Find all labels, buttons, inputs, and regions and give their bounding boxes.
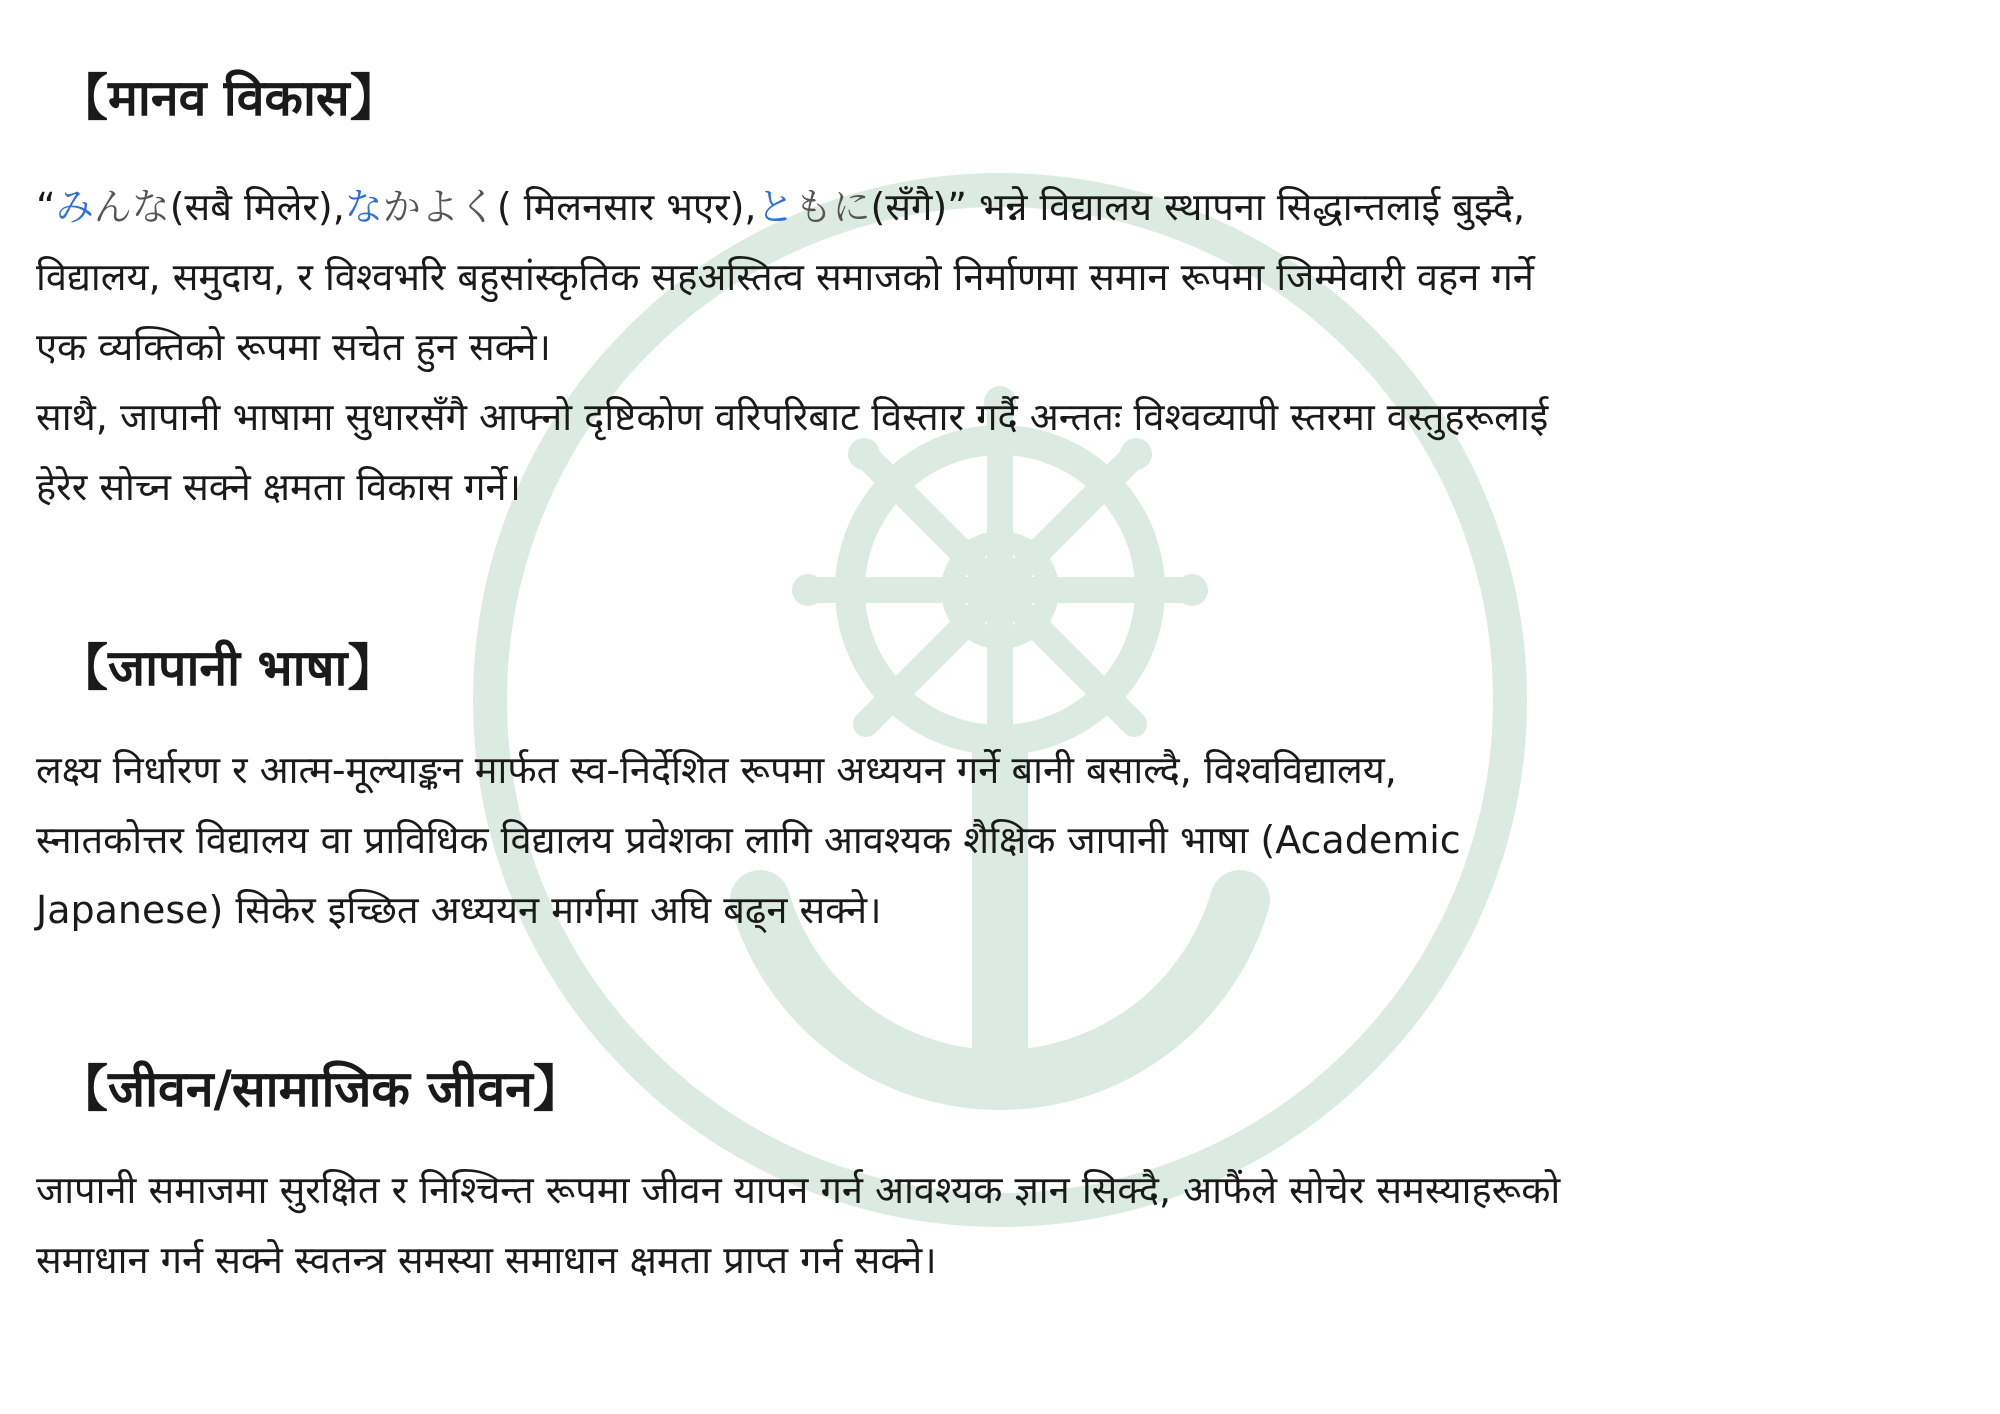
quote-mark: “ [36,185,56,229]
paragraph-japanese-language [36,735,1966,945]
text-line: समाधान गर्न सक्ने स्वतन्त्र समस्या समाधान क्षमता प्राप्त गर्न सक्ने। [36,1238,937,1282]
jp-text-highlight: と [756,185,795,229]
text-line: स्नातकोत्तर विद्यालय वा प्राविधिक विद्यालय प्रवेशका लागि आवश्यक शैक्षिक जापानी भाषा (Academic [36,818,1461,862]
text-line: हेरेर सोच्न सक्ने क्षमता विकास गर्ने। [36,465,521,509]
text-line: लक्ष्य निर्धारण र आत्म-मूल्याङ्कन मार्फत स्व-निर्देशित रूपमा अध्ययन गर्ने बानी बसाल्दै, विश्वविद्यालय, [36,748,1397,792]
text-line: विद्यालय, समुदाय, र विश्वभरि बहुसांस्कृतिक सहअस्तित्व समाजको निर्माणमा समान रूपमा जिम्मेवारी वहन गर्ने [36,255,1534,299]
gloss-text: (सबै मिलेर), [169,185,345,229]
text-line: एक व्यक्तिको रूपमा सचेत हुन सक्ने। [36,325,551,369]
paragraph-life-social-life [36,1155,1966,1295]
paragraph-human-development-1 [36,172,1966,382]
text-line: जापानी समाजमा सुरक्षित र निश्चिन्त रूपमा जीवन यापन गर्न आवश्यक ज्ञान सिक्दै, आफैंले सोचेर समस्याहरूको [36,1168,1561,1212]
gloss-text: ( मिलनसार भएर), [496,185,757,229]
gloss-text: (सँगै)” भन्ने विद्यालय स्थापना सिद्धान्तलाई बुझ्दै, [870,185,1526,229]
paragraph-human-development-2 [36,382,1966,522]
heading-human-development: 【मानव विकास】 [58,69,400,127]
heading-life-social-life: 【जीवन/सामाजिक जीवन】 [58,1060,583,1118]
heading-japanese-language: 【जापानी भाषा】 [58,639,398,697]
text-line: साथै, जापानी भाषामा सुधारसँगै आफ्नो दृष्टिकोण वरिपरिबाट विस्तार गर्दै अन्ततः विश्वव्यापी स्तरमा वस्तुहरूलाई [36,395,1549,439]
text-line [36,172,1966,242]
text-line: Japanese) सिकेर इच्छित अध्ययन मार्गमा अघि बढ्न सक्ने। [36,888,882,932]
jp-text: もに [794,185,871,229]
jp-text: かよく [382,185,497,229]
jp-text-highlight: み [55,185,94,229]
jp-text: んな [93,185,170,229]
jp-text-highlight: な [344,185,383,229]
